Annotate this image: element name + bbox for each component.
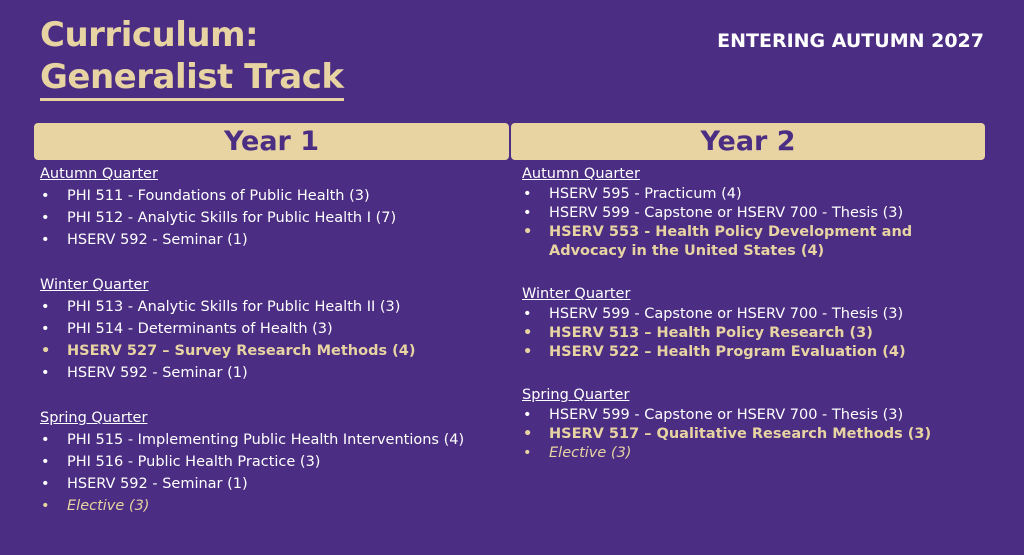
course-item: • HSERV 553 - Health Policy Development and Advocacy in the United States (4) <box>522 223 982 261</box>
course-item: • HSERV 592 - Seminar (1) <box>40 229 505 251</box>
course-item: • HSERV 592 - Seminar (1) <box>40 473 505 495</box>
entering-label: ENTERING AUTUMN 2027 <box>717 30 984 52</box>
course-item: • HSERV 527 – Survey Research Methods (4) <box>40 340 505 362</box>
title-line-2: Generalist Track <box>40 56 344 101</box>
quarter-title: Spring Quarter <box>522 387 630 403</box>
quarter-section <box>40 163 505 251</box>
course-item: • HSERV 513 – Health Policy Research (3) <box>522 324 982 343</box>
quarter-section <box>522 283 982 362</box>
quarter-title: Winter Quarter <box>522 286 631 302</box>
year-1-header: Year 1 <box>34 123 509 160</box>
year-1-column <box>40 163 505 540</box>
course-item: • HSERV 517 – Qualitative Research Methods (3) <box>522 425 982 444</box>
course-item: • PHI 511 - Foundations of Public Health (3) <box>40 185 505 207</box>
course-item: • PHI 514 - Determinants of Health (3) <box>40 318 505 340</box>
quarter-section <box>522 163 982 261</box>
course-item: • HSERV 599 - Capstone or HSERV 700 - Thesis (3) <box>522 204 982 223</box>
course-item: • PHI 513 - Analytic Skills for Public Health II (3) <box>40 296 505 318</box>
quarter-section <box>40 407 505 517</box>
course-list <box>522 406 982 463</box>
course-list <box>522 305 982 362</box>
course-list <box>522 185 982 261</box>
course-list <box>40 185 505 251</box>
page-title <box>40 14 344 101</box>
course-list <box>40 296 505 384</box>
course-item: • HSERV 595 - Practicum (4) <box>522 185 982 204</box>
quarter-title: Spring Quarter <box>40 410 148 426</box>
quarter-title: Autumn Quarter <box>40 166 158 182</box>
year-2-column <box>522 163 982 485</box>
quarter-section <box>40 274 505 384</box>
quarter-section <box>522 384 982 463</box>
title-line-1: Curriculum: <box>40 15 259 55</box>
quarter-title: Winter Quarter <box>40 277 149 293</box>
course-item: • HSERV 599 - Capstone or HSERV 700 - Thesis (3) <box>522 406 982 425</box>
course-item: • HSERV 522 – Health Program Evaluation (4) <box>522 343 982 362</box>
course-item: • PHI 515 - Implementing Public Health Interventions (4) <box>40 429 505 451</box>
course-item: • PHI 516 - Public Health Practice (3) <box>40 451 505 473</box>
quarter-title: Autumn Quarter <box>522 166 640 182</box>
year-2-header: Year 2 <box>511 123 985 160</box>
course-item: • HSERV 592 - Seminar (1) <box>40 362 505 384</box>
course-item: • Elective (3) <box>40 495 505 517</box>
course-item: • PHI 512 - Analytic Skills for Public Health I (7) <box>40 207 505 229</box>
course-item: • HSERV 599 - Capstone or HSERV 700 - Thesis (3) <box>522 305 982 324</box>
course-list <box>40 429 505 517</box>
course-item: • Elective (3) <box>522 444 982 463</box>
